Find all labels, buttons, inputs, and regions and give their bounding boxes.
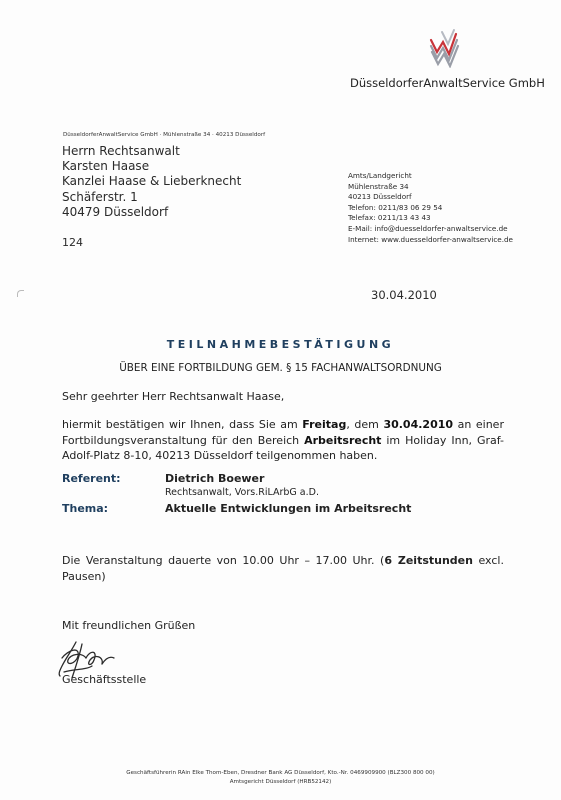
- recipient-address: [62, 144, 241, 220]
- legal-area: Arbeitsrecht: [304, 433, 382, 447]
- duration-paragraph: Die Veranstaltung dauerte von 10.00 Uhr – 17.00 Uhr. (6 Zeitstunden excl. Pausen): [62, 554, 504, 583]
- contact-line: Amts/Landgericht: [348, 171, 412, 180]
- company-name: DüsseldorferAnwaltService GmbH: [350, 76, 545, 90]
- recipient-line: Karsten Haase: [62, 159, 150, 174]
- salutation: Sehr geehrter Herr Rechtsanwalt Haase,: [62, 390, 285, 403]
- footer-line: Geschäftsführerin RAin Elke Thom-Eben, Dresdner Bank AG Düsseldorf, Kto.-Nr. 0469909900 (BLZ300 800 00): [126, 770, 435, 776]
- confirmation-paragraph: hiermit bestätigen wir Ihnen, dass Sie am Freitag, dem 30.04.2010 an einer Fortbildungsveranstaltung für den Bereich Arbeitsrecht im Holiday Inn, Graf-Adolf-Platz 8-10, 40213 Düsseldorf teilgenommen haben.: [62, 418, 504, 462]
- referent-name: Dietrich Boewer: [165, 472, 265, 485]
- event-weekday: Freitag: [302, 418, 347, 431]
- recipient-line: Kanzlei Haase & Lieberknecht: [62, 174, 242, 189]
- closing-greeting: Mit freundlichen Grüßen: [62, 619, 196, 632]
- letter-date: 30.04.2010: [371, 288, 437, 302]
- contact-line: 40213 Düsseldorf: [348, 192, 412, 202]
- reference-number: 124: [62, 236, 83, 249]
- document-subtitle: ÜBER EINE FORTBILDUNG GEM. § 15 FACHANWALTSORDNUNG: [119, 362, 442, 374]
- recipient-line: 40479 Düsseldorf: [62, 204, 169, 219]
- referent-title: Rechtsanwalt, Vors.RiLArbG a.D.: [165, 487, 319, 498]
- sender-address-line: DüsseldorferAnwaltService GmbH · Mühlenstraße 34 · 40213 Düsseldorf: [63, 132, 266, 138]
- referent-label: Referent:: [62, 472, 121, 485]
- contact-phone: Telefon: 0211/83 06 29 54: [348, 202, 443, 212]
- company-logo-icon: [428, 26, 466, 68]
- contact-block: [348, 171, 513, 245]
- duration-hours: 6 Zeitstunden: [384, 554, 473, 567]
- punch-mark: [17, 290, 24, 297]
- thema-value: Aktuelle Entwicklungen im Arbeitsrecht: [165, 502, 412, 515]
- footer-line: Amtsgericht Düsseldorf (HRB52142): [229, 779, 332, 785]
- contact-line: Mühlenstraße 34: [348, 181, 409, 191]
- contact-fax: Telefax: 0211/13 43 43: [348, 213, 431, 223]
- document-title: TEILNAHMEBESTÄTIGUNG: [166, 338, 395, 351]
- contact-email: E-Mail: info@duesseldorfer-anwaltservice.de: [348, 223, 508, 233]
- signature-office: Geschäftsstelle: [62, 673, 147, 686]
- recipient-line: Herrn Rechtsanwalt: [62, 144, 180, 158]
- contact-website: Internet: www.duesseldorfer-anwaltservice.de: [348, 234, 513, 244]
- recipient-line: Schäferstr. 1: [62, 189, 138, 204]
- thema-label: Thema:: [62, 502, 109, 515]
- event-date: 30.04.2010: [383, 418, 454, 431]
